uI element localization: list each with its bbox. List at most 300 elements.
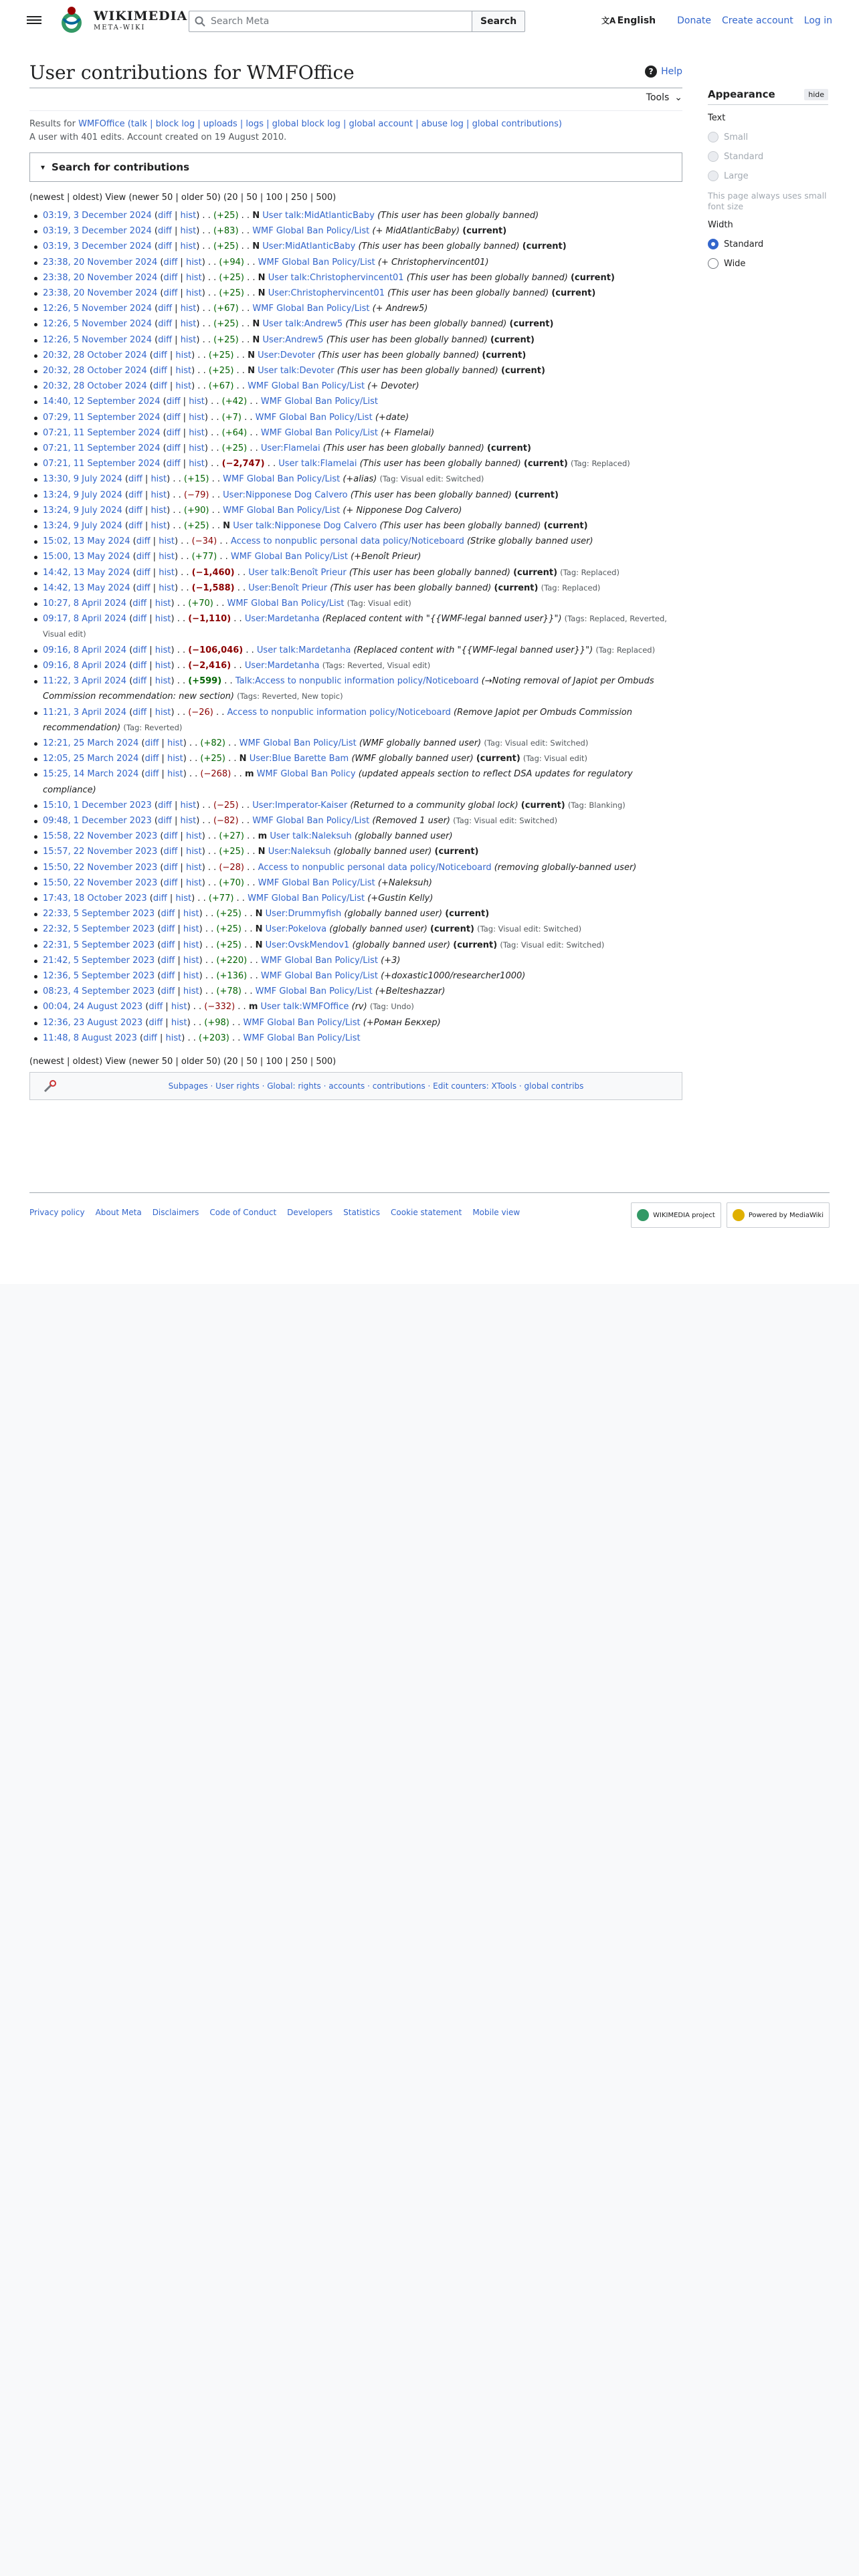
contribution-timestamp[interactable]: 09:48, 1 December 2023 — [43, 815, 152, 826]
language-selector[interactable] — [601, 15, 656, 26]
tag-list[interactable]: (Tag: Reverted) — [123, 722, 183, 732]
diff-link[interactable]: diff — [132, 645, 147, 655]
size-change: (+78) — [216, 986, 242, 997]
radio-icon — [708, 151, 719, 162]
tag-list[interactable]: (Tag: Visual edit) — [522, 754, 587, 764]
help-link[interactable] — [645, 66, 682, 78]
contribution-timestamp[interactable]: 07:21, 11 September 2024 — [43, 427, 161, 438]
diff-link[interactable]: diff — [136, 582, 151, 593]
contribution-timestamp[interactable]: 13:30, 9 July 2024 — [43, 474, 122, 485]
page-link[interactable]: User:OvskMendov1 — [265, 940, 350, 950]
minor-edit-flag: m — [248, 1002, 258, 1012]
contribution-timestamp[interactable]: 13:24, 9 July 2024 — [43, 505, 122, 516]
page-link[interactable]: User:Flamelai — [260, 443, 320, 454]
contribution-timestamp[interactable]: 15:02, 13 May 2024 — [43, 536, 130, 547]
diff-link[interactable]: diff — [132, 676, 147, 687]
contribution-row: 20:32, 28 October 2024 (diff | hist) . . (+25) . . N User:Devoter (This user has been globally banned) (current) — [29, 348, 682, 363]
tag-list[interactable]: (Tags: Reverted, New topic) — [237, 691, 343, 702]
diff-link[interactable]: diff — [163, 877, 178, 888]
width-label: Width — [708, 220, 733, 230]
contribution-timestamp[interactable]: 09:17, 8 April 2024 — [43, 614, 127, 625]
page-link[interactable]: WMF Global Ban Policy/List — [248, 381, 365, 392]
tag-list[interactable]: (Tag: Visual edit: Switched) — [484, 738, 589, 748]
page-link[interactable]: User:Drummyfish — [265, 909, 342, 920]
tag-list[interactable]: (Tag: Visual edit: Switched) — [379, 474, 484, 484]
appearance-title: Appearance — [708, 88, 775, 100]
page-link[interactable]: User talk:WMFOffice — [260, 1002, 349, 1012]
page-link[interactable]: User talk:Nipponese Dog Calvero — [233, 521, 377, 532]
contribution-row: 22:33, 5 September 2023 (diff | hist) . . (+25) . . N User:Drummyfish (globally banned user) (current) — [29, 906, 682, 922]
diff-link[interactable]: diff — [132, 599, 147, 609]
language-icon — [601, 15, 613, 26]
page-link[interactable]: Access to nonpublic personal data policy/Noticeboard — [230, 536, 464, 547]
diff-link[interactable]: diff — [161, 909, 175, 920]
width-wide[interactable] — [708, 258, 828, 269]
size-change: (−1,588) — [191, 582, 235, 593]
edit-summary: (+3) — [381, 955, 401, 966]
contribution-timestamp[interactable]: 12:26, 5 November 2024 — [43, 304, 152, 314]
mediawiki-badge-icon — [733, 1209, 745, 1221]
contribution-timestamp[interactable]: 17:43, 18 October 2023 — [43, 893, 147, 903]
contribution-row: 23:38, 20 November 2024 (diff | hist) . . (+25) . . N User:Christophervincent01 (This user has been globally banned) (current) — [29, 286, 682, 301]
footer-link[interactable]: Developers — [287, 1208, 333, 1217]
hist-link[interactable]: hist — [159, 567, 175, 578]
contribution-timestamp[interactable]: 12:26, 5 November 2024 — [43, 319, 152, 330]
diff-link[interactable]: diff — [136, 536, 151, 547]
diff-link[interactable]: diff — [157, 800, 172, 811]
hist-link[interactable]: hist — [180, 319, 197, 330]
hist-link[interactable]: hist — [185, 272, 202, 283]
diff-link[interactable]: diff — [157, 226, 172, 237]
hist-link[interactable]: hist — [155, 599, 171, 609]
diff-link[interactable]: diff — [161, 955, 175, 966]
hist-link[interactable]: hist — [180, 211, 197, 221]
diff-link[interactable]: diff — [145, 738, 159, 748]
diff-link[interactable]: diff — [153, 366, 167, 377]
page-link[interactable]: WMF Global Ban Policy/List — [227, 599, 345, 609]
page-link[interactable]: User:Pokelova — [265, 924, 327, 935]
footer-tools-left[interactable]: Subpages · User rights · Global: — [168, 1081, 298, 1091]
diff-link[interactable]: diff — [128, 505, 142, 516]
contribution-timestamp[interactable]: 08:23, 4 September 2023 — [43, 986, 155, 997]
hist-link[interactable]: hist — [189, 443, 205, 454]
edit-summary: (+ Flamelai) — [381, 427, 435, 438]
diff-link[interactable]: diff — [166, 412, 181, 423]
pagination-bottom[interactable]: (newest | oldest) View (newer 50 | older 50) (20 | 50 | 100 | 250 | 500) — [29, 1056, 337, 1067]
size-change: (+25) — [221, 443, 248, 454]
page-link[interactable]: WMF Global Ban Policy/List — [258, 877, 375, 888]
tag-list[interactable]: (Tag: Replaced) — [541, 582, 601, 593]
hist-link[interactable]: hist — [180, 226, 197, 237]
hist-link[interactable]: hist — [167, 738, 183, 748]
hide-button[interactable]: hide — [804, 89, 828, 100]
size-change: (+599) — [188, 676, 222, 687]
tag-list[interactable]: (Tag: Replaced) — [595, 645, 656, 655]
footer-link[interactable]: Code of Conduct — [209, 1208, 277, 1217]
donate-link[interactable]: Donate — [677, 15, 712, 26]
contribution-timestamp[interactable]: 20:32, 28 October 2024 — [43, 366, 147, 377]
contribution-timestamp[interactable]: 09:16, 8 April 2024 — [43, 660, 127, 671]
page-link[interactable]: User talk:Andrew5 — [262, 319, 343, 330]
diff-link[interactable]: diff — [163, 862, 178, 873]
search-placeholder: Search Meta — [211, 16, 270, 27]
footer-link[interactable]: Privacy policy — [29, 1208, 85, 1217]
hist-link[interactable]: hist — [151, 505, 167, 516]
help-label[interactable]: Help — [661, 66, 682, 77]
diff-link[interactable]: diff — [132, 660, 147, 671]
page-link[interactable]: WMF Global Ban Policy/List — [252, 226, 370, 237]
hist-link[interactable]: hist — [159, 582, 175, 593]
appearance-panel — [708, 88, 828, 269]
page-link[interactable]: WMF Global Ban Policy/List — [260, 970, 378, 981]
hist-link[interactable]: hist — [151, 490, 167, 500]
tag-list[interactable]: (Tags: Replaced, Reverted, Visual edit) — [43, 614, 667, 639]
contribution-timestamp[interactable]: 15:10, 1 December 2023 — [43, 800, 152, 811]
diff-link[interactable]: diff — [166, 459, 181, 469]
page-link[interactable]: WMF Global Ban Policy/List — [243, 1033, 361, 1043]
contribution-row: 07:21, 11 September 2024 (diff | hist) . . (−2,747) . . User talk:Flamelai (This user has been globally banned) (current) (Tag: Replaced) — [29, 456, 682, 471]
diff-link[interactable]: diff — [158, 334, 173, 345]
edit-summary: (+Naleksuh) — [377, 877, 432, 888]
contribution-timestamp[interactable]: 12:36, 23 August 2023 — [43, 1017, 143, 1028]
contribution-timestamp[interactable]: 22:31, 5 September 2023 — [43, 940, 155, 950]
contribution-timestamp[interactable]: 14:40, 12 September 2024 — [43, 397, 161, 407]
diff-link[interactable]: diff — [145, 769, 159, 780]
size-change: (+25) — [200, 754, 225, 764]
contribution-timestamp[interactable]: 15:00, 13 May 2024 — [43, 552, 130, 562]
page-link[interactable]: User:Mardetanha — [244, 614, 320, 625]
diff-link[interactable]: diff — [163, 288, 178, 299]
contribution-timestamp[interactable]: 15:50, 22 November 2023 — [43, 862, 158, 873]
hist-link[interactable]: hist — [159, 552, 175, 562]
hist-link[interactable]: hist — [180, 815, 197, 826]
page-link[interactable]: WMF Global Ban Policy/List — [260, 427, 378, 438]
footer-link[interactable]: Statistics — [343, 1208, 380, 1217]
contribution-timestamp[interactable]: 12:21, 25 March 2024 — [43, 738, 139, 748]
diff-link[interactable]: diff — [157, 815, 172, 826]
diff-link[interactable]: diff — [153, 893, 167, 903]
hist-link[interactable]: hist — [185, 831, 202, 842]
text-size-large[interactable] — [708, 171, 828, 181]
diff-link[interactable]: diff — [128, 490, 142, 500]
hist-link[interactable]: hist — [171, 1017, 187, 1028]
diff-link[interactable]: diff — [157, 241, 172, 252]
diff-link[interactable]: diff — [153, 381, 167, 392]
contribution-timestamp[interactable]: 12:36, 5 September 2023 — [43, 970, 155, 981]
edit-summary: (Replaced content with "{{WMF-legal banned user}}") — [353, 645, 593, 655]
page-link[interactable]: User:Christophervincent01 — [268, 288, 385, 299]
page-link[interactable]: WMF Global Ban Policy/List — [252, 304, 370, 314]
contribution-timestamp[interactable]: 15:25, 14 March 2024 — [43, 769, 139, 780]
page-link[interactable]: Access to nonpublic personal data policy/Noticeboard — [258, 862, 492, 873]
edit-summary: (updated appeals section to reflect DSA updates for regulatory compliance) — [43, 769, 633, 795]
hist-link[interactable]: hist — [167, 754, 183, 764]
tag-list[interactable]: (Tag: Replaced) — [560, 567, 619, 577]
hist-link[interactable]: hist — [155, 660, 171, 671]
diff-link[interactable]: diff — [157, 211, 172, 221]
page-link[interactable]: WMF Global Ban Policy — [256, 769, 356, 780]
site-logo[interactable] — [55, 4, 187, 37]
hist-link[interactable]: hist — [189, 412, 205, 423]
hist-link[interactable]: hist — [189, 397, 205, 407]
hist-link[interactable]: hist — [155, 614, 171, 625]
page-link[interactable]: User talk:Devoter — [258, 366, 335, 377]
hist-link[interactable]: hist — [180, 241, 197, 252]
page-link[interactable]: WMF Global Ban Policy/List — [255, 986, 373, 997]
diff-link[interactable]: diff — [158, 304, 173, 314]
hist-link[interactable]: hist — [159, 536, 175, 547]
contribution-timestamp[interactable]: 10:27, 8 April 2024 — [43, 599, 127, 609]
page-link[interactable]: User talk:MidAtlanticBaby — [262, 211, 375, 221]
width-standard[interactable] — [708, 239, 828, 249]
footer-link[interactable]: Disclaimers — [152, 1208, 199, 1217]
diff-link[interactable]: diff — [161, 970, 175, 981]
diff-link[interactable]: diff — [161, 940, 175, 950]
hist-link[interactable]: hist — [183, 940, 199, 950]
contribution-timestamp[interactable]: 03:19, 3 December 2024 — [43, 241, 152, 252]
size-change: (−2,416) — [188, 660, 231, 671]
page-link[interactable]: User:Mardetanha — [244, 660, 320, 671]
new-page-flag: N — [252, 211, 260, 221]
page-link[interactable]: WMF Global Ban Policy/List — [258, 257, 375, 267]
mediawiki-badge[interactable] — [727, 1202, 830, 1228]
contribution-timestamp[interactable]: 07:21, 11 September 2024 — [43, 443, 161, 454]
hist-link[interactable]: hist — [167, 769, 183, 780]
contribution-timestamp[interactable]: 11:48, 8 August 2023 — [43, 1033, 137, 1043]
contribution-timestamp[interactable]: 21:42, 5 September 2023 — [43, 955, 155, 966]
pagination-top[interactable]: (newest | oldest) View (newer 50 | older 50) (20 | 50 | 100 | 250 | 500) — [29, 193, 337, 203]
hist-link[interactable]: hist — [189, 459, 205, 469]
contribution-timestamp[interactable]: 15:57, 22 November 2023 — [43, 847, 158, 857]
edit-summary: (globally banned user) — [344, 909, 443, 920]
page-link[interactable]: WMF Global Ban Policy/List — [260, 955, 378, 966]
contribution-row: 09:16, 8 April 2024 (diff | hist) . . (−2,416) . . User:Mardetanha (Tags: Reverted, Visual edit) — [29, 658, 682, 673]
page-link[interactable]: WMF Global Ban Policy/List — [255, 412, 373, 423]
hist-link[interactable]: hist — [165, 1033, 182, 1043]
login-link[interactable]: Log in — [803, 15, 832, 26]
user-meta: A user with 401 edits. Account created on 19 August 2010. — [29, 132, 287, 142]
main-content — [29, 44, 682, 1100]
hist-link[interactable]: hist — [155, 676, 171, 687]
contribution-timestamp[interactable]: 12:05, 25 March 2024 — [43, 754, 139, 764]
tag-list[interactable]: (Tag: Visual edit) — [347, 599, 411, 609]
footer-tools-right[interactable]: rights · accounts · contributions · Edit counters: XTools · global contribs — [298, 1081, 584, 1091]
wrench-icon — [30, 1078, 70, 1094]
contribution-timestamp[interactable]: 07:29, 11 September 2024 — [43, 412, 161, 423]
new-page-flag: N — [252, 241, 260, 252]
diff-link[interactable]: diff — [136, 552, 151, 562]
contribution-timestamp[interactable]: 22:33, 5 September 2023 — [43, 909, 155, 920]
footer-tool-links[interactable] — [70, 1081, 682, 1091]
tools-dropdown[interactable] — [29, 92, 682, 111]
contribution-timestamp[interactable]: 20:32, 28 October 2024 — [43, 350, 147, 360]
page-link[interactable]: User:Devoter — [258, 350, 315, 360]
footer-link[interactable]: Mobile view — [472, 1208, 520, 1217]
page-link[interactable]: WMF Global Ban Policy/List — [248, 893, 365, 903]
page-link[interactable]: WMF Global Ban Policy/List — [223, 505, 341, 516]
contribution-timestamp[interactable]: 20:32, 28 October 2024 — [43, 381, 147, 392]
hist-link[interactable]: hist — [183, 955, 199, 966]
contribution-timestamp[interactable]: 07:21, 11 September 2024 — [43, 459, 161, 469]
contribution-row: 15:58, 22 November 2023 (diff | hist) . . (+27) . . m User talk:Naleksuh (globally banned user) — [29, 829, 682, 844]
user-tool-links[interactable]: (talk | block log | uploads | logs | global block log | global account | abuse log | global contributions) — [127, 119, 562, 129]
diff-link[interactable]: diff — [132, 707, 147, 718]
contribution-timestamp[interactable]: 23:38, 20 November 2024 — [43, 272, 158, 283]
diff-link[interactable]: diff — [161, 986, 175, 997]
hist-link[interactable]: hist — [183, 970, 199, 981]
search-contributions-toggle[interactable] — [29, 152, 682, 182]
diff-link[interactable]: diff — [132, 614, 147, 625]
new-page-flag: N — [258, 288, 266, 299]
text-size-small[interactable] — [708, 132, 828, 142]
diff-link[interactable]: diff — [163, 847, 178, 857]
hist-link[interactable]: hist — [171, 1002, 187, 1012]
diff-link[interactable]: diff — [143, 1033, 157, 1043]
edit-summary: (This user has been globally banned) — [350, 490, 512, 500]
contribution-timestamp[interactable]: 13:24, 9 July 2024 — [43, 490, 122, 500]
page-link[interactable]: WMF Global Ban Policy/List — [223, 474, 341, 485]
diff-link[interactable]: diff — [153, 350, 167, 360]
diff-link[interactable]: diff — [163, 272, 178, 283]
search-button[interactable]: Search — [472, 11, 525, 32]
hist-link[interactable]: hist — [175, 366, 192, 377]
page-link[interactable]: User:Andrew5 — [262, 334, 324, 345]
current-marker: (current) — [570, 272, 615, 283]
search-input[interactable] — [189, 11, 472, 32]
edit-summary: (This user has been globally banned) — [379, 521, 541, 532]
current-marker: (current) — [514, 490, 559, 500]
tag-list[interactable]: (Tag: Replaced) — [570, 459, 630, 469]
diff-link[interactable]: diff — [163, 257, 178, 267]
tag-list[interactable]: (Tag: Visual edit: Switched) — [477, 924, 582, 934]
main-menu-icon[interactable] — [27, 14, 41, 26]
new-page-flag: N — [258, 847, 266, 857]
contribution-timestamp[interactable]: 09:16, 8 April 2024 — [43, 645, 127, 655]
diff-link[interactable]: diff — [163, 831, 178, 842]
hist-link[interactable]: hist — [185, 847, 202, 857]
edit-summary: (This user has been globally banned) — [349, 567, 510, 578]
tag-list[interactable]: (Tags: Reverted, Visual edit) — [322, 660, 431, 670]
hist-link[interactable]: hist — [183, 924, 199, 935]
page-link[interactable]: User:Naleksuh — [268, 847, 331, 857]
diff-link[interactable]: diff — [166, 427, 181, 438]
create-account-link[interactable]: Create account — [722, 15, 793, 26]
page-link[interactable]: Access to nonpublic information policy/Noticeboard — [227, 707, 451, 718]
hist-link[interactable]: hist — [185, 877, 202, 888]
diff-link[interactable]: diff — [166, 443, 181, 454]
contribution-timestamp[interactable]: 03:19, 3 December 2024 — [43, 211, 152, 221]
contribution-timestamp[interactable]: 15:50, 22 November 2023 — [43, 877, 158, 888]
diff-link[interactable]: diff — [161, 924, 175, 935]
page-link[interactable]: User:Imperator-Kaiser — [252, 800, 348, 811]
current-marker: (current) — [520, 800, 565, 811]
hist-link[interactable]: hist — [175, 350, 192, 360]
contribution-timestamp[interactable]: 11:21, 3 April 2024 — [43, 707, 127, 718]
diff-link[interactable]: diff — [166, 397, 181, 407]
page-link[interactable]: WMF Global Ban Policy/List — [230, 552, 348, 562]
footer-link[interactable]: About Meta — [95, 1208, 142, 1217]
page-link[interactable]: User:Nipponese Dog Calvero — [223, 490, 348, 500]
contribution-timestamp[interactable]: 11:22, 3 April 2024 — [43, 676, 127, 687]
page-link[interactable]: WMF Global Ban Policy/List — [260, 397, 378, 407]
wikimedia-badge-icon — [637, 1209, 649, 1221]
page-link[interactable]: WMF Global Ban Policy/List — [239, 738, 357, 748]
tag-list[interactable]: (Tag: Visual edit: Switched) — [500, 940, 605, 950]
page-link[interactable]: User:MidAtlanticBaby — [262, 241, 356, 252]
page-link[interactable]: User:Benoît Prieur — [248, 582, 328, 593]
hist-link[interactable]: hist — [180, 334, 197, 345]
contribution-timestamp[interactable]: 14:42, 13 May 2024 — [43, 567, 130, 578]
tag-list[interactable]: (Tag: Undo) — [369, 1002, 414, 1012]
hist-link[interactable]: hist — [183, 909, 199, 920]
contribution-timestamp[interactable]: 00:04, 24 August 2023 — [43, 1002, 143, 1012]
hist-link[interactable]: hist — [155, 707, 171, 718]
new-page-flag: N — [239, 754, 247, 764]
contribution-timestamp[interactable]: 12:26, 5 November 2024 — [43, 334, 152, 345]
page-link[interactable]: WMF Global Ban Policy/List — [243, 1017, 361, 1028]
diff-link[interactable]: diff — [136, 567, 151, 578]
page-link[interactable]: User talk:Benoît Prieur — [248, 567, 347, 578]
contribution-timestamp[interactable]: 22:32, 5 September 2023 — [43, 924, 155, 935]
diff-link[interactable]: diff — [158, 319, 173, 330]
page-link[interactable]: User talk:Flamelai — [278, 459, 357, 469]
page-link[interactable]: User talk:Mardetanha — [256, 645, 351, 655]
new-page-flag: N — [255, 940, 263, 950]
diff-link[interactable]: diff — [145, 754, 159, 764]
page-link[interactable]: User talk:Christophervincent01 — [268, 272, 404, 283]
footer-link[interactable]: Cookie statement — [391, 1208, 462, 1217]
size-change: (−332) — [204, 1002, 235, 1012]
hist-link[interactable]: hist — [180, 304, 197, 314]
hist-link[interactable]: hist — [151, 474, 167, 485]
contribution-timestamp[interactable]: 03:19, 3 December 2024 — [43, 226, 152, 237]
hist-link[interactable]: hist — [155, 645, 171, 655]
contribution-timestamp[interactable]: 13:24, 9 July 2024 — [43, 521, 122, 532]
contribution-timestamp[interactable]: 23:38, 20 November 2024 — [43, 288, 158, 299]
contribution-timestamp[interactable]: 14:42, 13 May 2024 — [43, 582, 130, 593]
diff-link[interactable]: diff — [149, 1017, 163, 1028]
page-link[interactable]: WMF Global Ban Policy/List — [252, 815, 370, 826]
user-link[interactable]: WMFOffice — [78, 119, 125, 129]
hist-link[interactable]: hist — [185, 257, 202, 267]
wikimedia-badge[interactable] — [631, 1202, 721, 1228]
hist-link[interactable]: hist — [175, 381, 192, 392]
tag-list[interactable]: (Tag: Blanking) — [567, 800, 626, 810]
contribution-row: 10:27, 8 April 2024 (diff | hist) . . (+70) . . WMF Global Ban Policy/List (Tag: Visual edit) — [29, 596, 682, 611]
hist-link[interactable]: hist — [180, 800, 197, 811]
diff-link[interactable]: diff — [149, 1002, 163, 1012]
text-size-standard[interactable] — [708, 151, 828, 162]
diff-link[interactable]: diff — [128, 521, 142, 532]
hist-link[interactable]: hist — [175, 893, 192, 903]
hist-link[interactable]: hist — [151, 521, 167, 532]
hist-link[interactable]: hist — [185, 862, 202, 873]
page-link[interactable]: Talk:Access to nonpublic information policy/Noticeboard — [235, 676, 479, 687]
edit-summary: (→Noting removal of Japiot per Ombuds Commission recommendation: new section) — [43, 676, 654, 702]
size-change: (+25) — [219, 272, 244, 283]
tag-list[interactable]: (Tag: Visual edit: Switched) — [453, 815, 558, 825]
edit-summary: (+ Christophervincent01) — [377, 257, 489, 267]
radio-label: Large — [724, 171, 749, 181]
contribution-timestamp[interactable]: 15:58, 22 November 2023 — [43, 831, 158, 842]
page-link[interactable]: User:Blue Barette Bam — [249, 754, 349, 764]
contribution-timestamp[interactable]: 23:38, 20 November 2024 — [43, 257, 158, 267]
hist-link[interactable]: hist — [189, 427, 205, 438]
diff-link[interactable]: diff — [128, 474, 142, 485]
page-link[interactable]: User talk:Naleksuh — [270, 831, 352, 842]
hist-link[interactable]: hist — [183, 986, 199, 997]
hist-link[interactable]: hist — [185, 288, 202, 299]
